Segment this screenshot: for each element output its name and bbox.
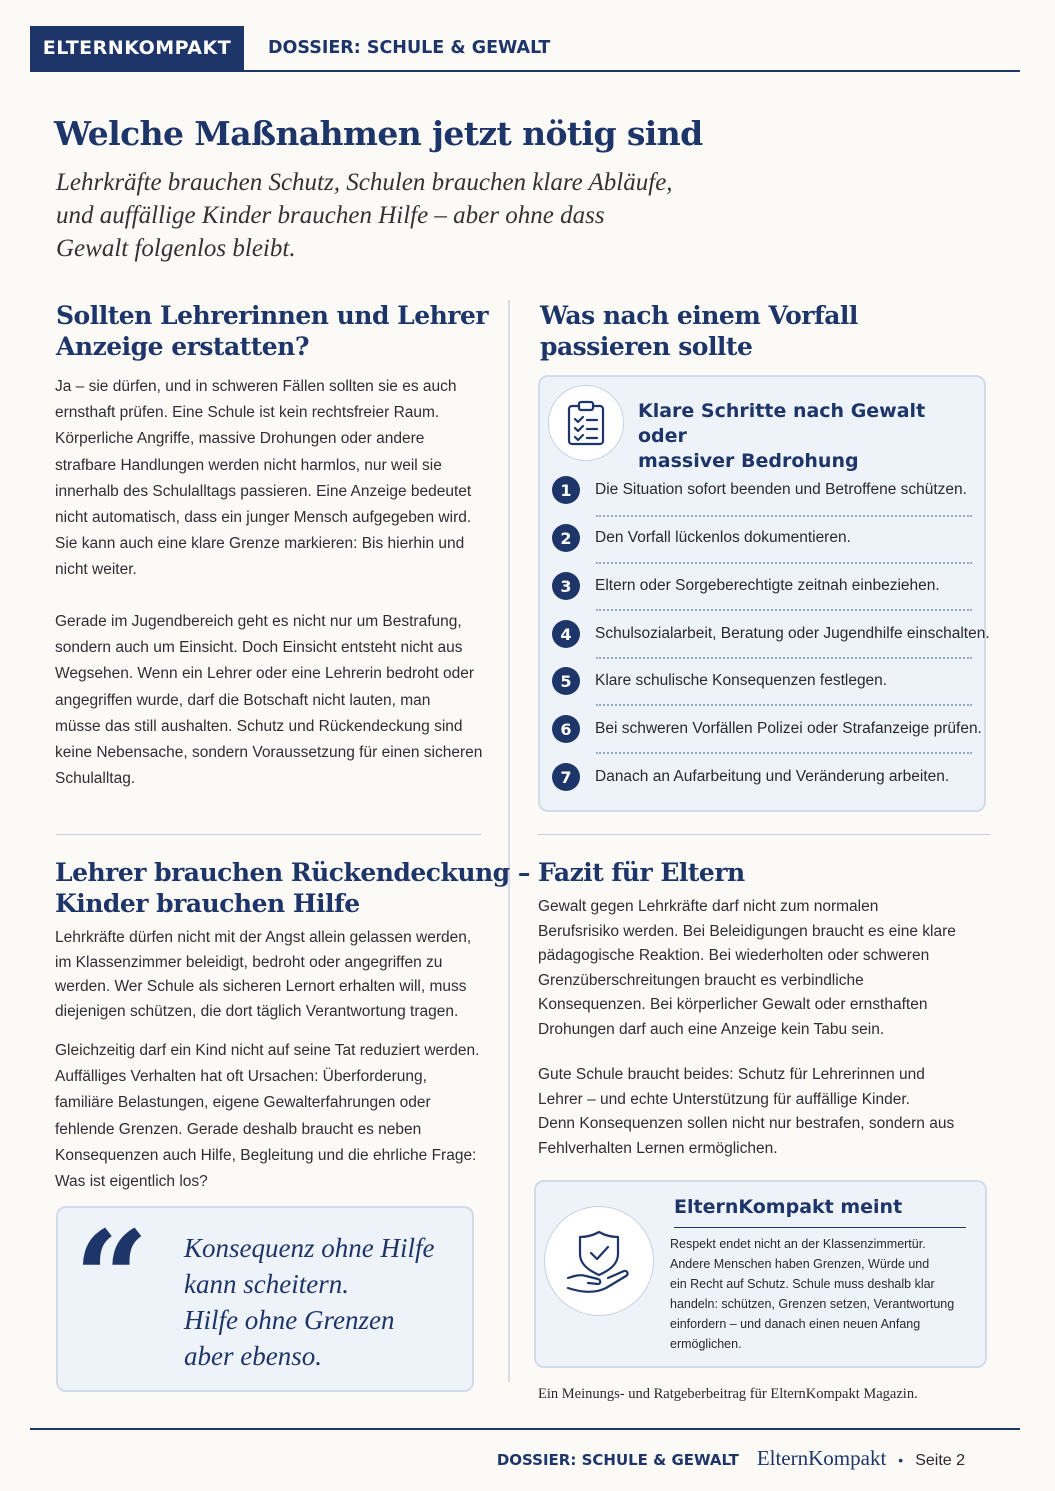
step-number: 2 <box>552 524 580 552</box>
quote-box <box>56 1202 474 1392</box>
opinion-box <box>534 1180 987 1368</box>
header-rule <box>30 70 1020 72</box>
anzeige-paragraph-1 <box>55 374 495 584</box>
step-divider <box>596 752 972 754</box>
text-line: innerhalb des Schulalltags passieren. Eine Anzeige bedeutet <box>55 482 472 500</box>
section-heading-rueckendeckung <box>55 857 530 919</box>
text-line: ernsthaft prüfen. Eine Schule ist kein rechtsfreier Raum. <box>55 404 440 422</box>
step-text: Klare schulische Konsequenzen festlegen. <box>595 672 888 689</box>
text-line: fehlende Grenzen. Gerade deshalb braucht es neben <box>55 1120 422 1138</box>
rueckendeckung-paragraph-2 <box>55 1038 500 1195</box>
subtitle-line: Lehrkräfte brauchen Schutz, Schulen brauchen klare Abläufe, <box>56 169 673 196</box>
opinion-rule <box>674 1227 966 1228</box>
text-line: Konsequenzen. Bei körperlicher Gewalt oder ernsthaften <box>538 996 928 1014</box>
step-divider <box>596 704 972 706</box>
clipboard-checklist-icon <box>548 385 624 461</box>
brand-label: ELTERNKOMPAKT <box>30 26 244 70</box>
heading-line: Kinder brauchen Hilfe <box>55 889 360 918</box>
dossier-label: DOSSIER: SCHULE & GEWALT <box>268 38 551 58</box>
text-line: Gleichzeitig darf ein Kind nicht auf seine Tat reduziert werden. <box>55 1042 480 1059</box>
text-line: pädagogische Reaktion. Bei wiederholten oder schweren <box>538 947 930 965</box>
pull-quote <box>184 1230 464 1374</box>
step-number: 7 <box>552 763 580 791</box>
text-line: strafbare Handlungen werden nicht harmlos, nur weil sie <box>55 456 442 474</box>
fazit-paragraph-2 <box>538 1063 988 1161</box>
steps-box <box>538 375 990 812</box>
step-divider <box>596 562 972 564</box>
text-line: familiäre Belastungen, eigene Gewalterfahrungen oder <box>55 1094 431 1112</box>
text-line: nicht weiter. <box>55 561 137 579</box>
heading-line: Sollten Lehrerinnen und Lehrer <box>56 301 489 330</box>
text-line: Andere Menschen haben Grenzen, Würde und <box>670 1257 930 1271</box>
section-heading-fazit: Fazit für Eltern <box>538 858 745 887</box>
text-line: Schulalltag. <box>55 770 136 788</box>
fazit-paragraph-1 <box>538 895 988 1043</box>
text-line: handeln: schützen, Grenzen setzen, Verantwortung <box>670 1297 955 1311</box>
text-line: Berufsrisiko werden. Bei Beleidigungen braucht es eine klare <box>538 922 956 940</box>
subtitle-line: und auffällige Kinder brauchen Hilfe – aber ohne dass <box>56 202 605 229</box>
text-line: Drohungen darf auch eine Anzeige kein Tabu sein. <box>538 1020 885 1038</box>
text-line: werden. Wer Schule als sicheren Lernort erhalten will, muss <box>55 978 467 996</box>
heading-line: Anzeige erstatten? <box>56 332 309 361</box>
step-item <box>552 615 990 653</box>
text-line: Lehrkräfte dürfen nicht mit der Angst allein gelassen werden, <box>55 929 472 946</box>
text-line: müsse das still aushalten. Schutz und Rückendeckung sind <box>55 717 463 735</box>
text-line: Konsequenzen auch Hilfe, Begleitung und die ehrliche Frage: <box>55 1146 477 1164</box>
text-line: Wegsehen. Wenn ein Lehrer oder eine Lehrerin bedroht oder <box>55 665 475 683</box>
step-number: 1 <box>552 476 580 504</box>
opinion-title: ElternKompakt meint <box>674 1196 903 1218</box>
text-line: Fehlverhalten Lernen ermöglichen. <box>538 1139 778 1157</box>
step-text: Danach an Aufarbeitung und Veränderung arbeiten. <box>595 768 950 785</box>
text-line: ein Recht auf Schutz. Schule muss deshalb klar <box>670 1277 935 1291</box>
text-line: Auffälliges Verhalten hat oft Ursachen: Überforderung, <box>55 1068 427 1086</box>
text-line: Lehrer – und echte Unterstützung für auffällige Kinder. <box>538 1090 910 1108</box>
title-line: Klare Schritte nach Gewalt oder <box>638 400 926 447</box>
text-line: Respekt endet nicht an der Klassenzimmertür. <box>670 1237 926 1251</box>
page-header <box>30 26 1020 72</box>
text-line: Körperliche Angriffe, massive Drohungen oder andere <box>55 430 425 448</box>
text-line: einfordern – und danach einen neuen Anfang <box>670 1317 921 1331</box>
text-line: Gewalt gegen Lehrkräfte darf nicht zum normalen <box>538 898 879 915</box>
column-divider <box>508 300 510 1382</box>
step-number: 3 <box>552 572 580 600</box>
rueckendeckung-paragraph-1 <box>55 926 500 1024</box>
step-item <box>552 758 976 796</box>
step-text: Schulsozialarbeit, Beratung oder Jugendhilfe einschalten. <box>595 625 990 642</box>
footer-brand: ElternKompakt <box>756 1446 887 1470</box>
anzeige-paragraph-2 <box>55 609 495 792</box>
text-line: diejenigen schützen, die dort täglich Verantwortung tragen. <box>55 1002 459 1020</box>
page-footer <box>497 1446 965 1471</box>
source-note: Ein Meinungs- und Ratgeberbeitrag für ElternKompakt Magazin. <box>538 1386 918 1402</box>
step-divider <box>596 515 972 517</box>
heading-line: passieren sollte <box>540 332 753 361</box>
quote-line: Konsequenz ohne Hilfe <box>184 1233 435 1263</box>
footer-separator: • <box>898 1452 904 1468</box>
step-text: Die Situation sofort beenden und Betroffene schützen. <box>595 481 967 498</box>
step-item <box>552 710 982 748</box>
heading-line: Lehrer brauchen Rückendeckung – <box>55 858 530 887</box>
footer-rule <box>30 1428 1020 1430</box>
text-line: nicht automatisch, dass ein junger Mensch aufgegeben wird. <box>55 509 472 527</box>
shield-hand-icon <box>544 1206 654 1316</box>
quote-line: Hilfe ohne Grenzen <box>184 1305 395 1335</box>
page-number: Seite 2 <box>915 1452 965 1469</box>
quote-mark-icon: “ <box>74 1202 149 1355</box>
text-line: Gute Schule braucht beides: Schutz für Lehrerinnen und <box>538 1066 925 1083</box>
step-text: Bei schweren Vorfällen Polizei oder Strafanzeige prüfen. <box>595 720 982 737</box>
section-heading-vorfall <box>540 300 858 362</box>
page-subtitle <box>56 166 696 265</box>
section-heading-anzeige <box>56 300 488 362</box>
step-number: 5 <box>552 667 580 695</box>
quote-line: aber ebenso. <box>184 1341 322 1371</box>
text-line: angegriffen wurde, darf die Botschaft nicht lauten, man <box>55 691 431 709</box>
text-line: ermöglichen. <box>670 1337 742 1351</box>
section-separator <box>538 834 990 835</box>
quote-line: kann scheitern. <box>184 1269 349 1299</box>
subtitle-line: Gewalt folgenlos bleibt. <box>56 235 296 262</box>
step-item <box>552 567 976 605</box>
step-number: 6 <box>552 715 580 743</box>
step-number: 4 <box>552 620 580 648</box>
text-line: Sie kann auch eine klare Grenze markieren: Bis hierhin und <box>55 535 465 553</box>
section-separator <box>56 834 481 835</box>
step-item <box>552 519 976 557</box>
text-line: keine Nebensache, sondern Voraussetzung für einen sicheren <box>55 744 483 762</box>
heading-line: Was nach einem Vorfall <box>540 301 858 330</box>
step-text: Eltern oder Sorgeberechtigte zeitnah einbeziehen. <box>595 577 940 594</box>
step-item <box>552 662 976 700</box>
text-line: Grenzüberschreitungen braucht es verbindliche <box>538 971 864 989</box>
steps-title <box>638 399 968 474</box>
page-title: Welche Maßnahmen jetzt nötig sind <box>54 114 703 153</box>
text-line: sondern auch um Einsicht. Doch Einsicht entsteht nicht aus <box>55 639 463 657</box>
text-line: im Klassenzimmer beleidigt, bedroht oder angegriffen zu <box>55 953 443 971</box>
step-text: Den Vorfall lückenlos dokumentieren. <box>595 529 851 546</box>
step-divider <box>596 657 972 659</box>
text-line: Was ist eigentlich los? <box>55 1173 208 1191</box>
step-item <box>552 471 976 509</box>
text-line: Ja – sie dürfen, und in schweren Fällen sollten sie es auch <box>55 378 457 395</box>
text-line: Denn Konsequenzen sollen nicht nur bestrafen, sondern aus <box>538 1115 955 1133</box>
step-divider <box>596 609 972 611</box>
text-line: Gerade im Jugendbereich geht es nicht nur um Bestrafung, <box>55 613 462 630</box>
opinion-text <box>670 1234 970 1354</box>
footer-dossier: DOSSIER: SCHULE & GEWALT <box>496 1451 739 1469</box>
title-line: massiver Bedrohung <box>638 450 859 472</box>
